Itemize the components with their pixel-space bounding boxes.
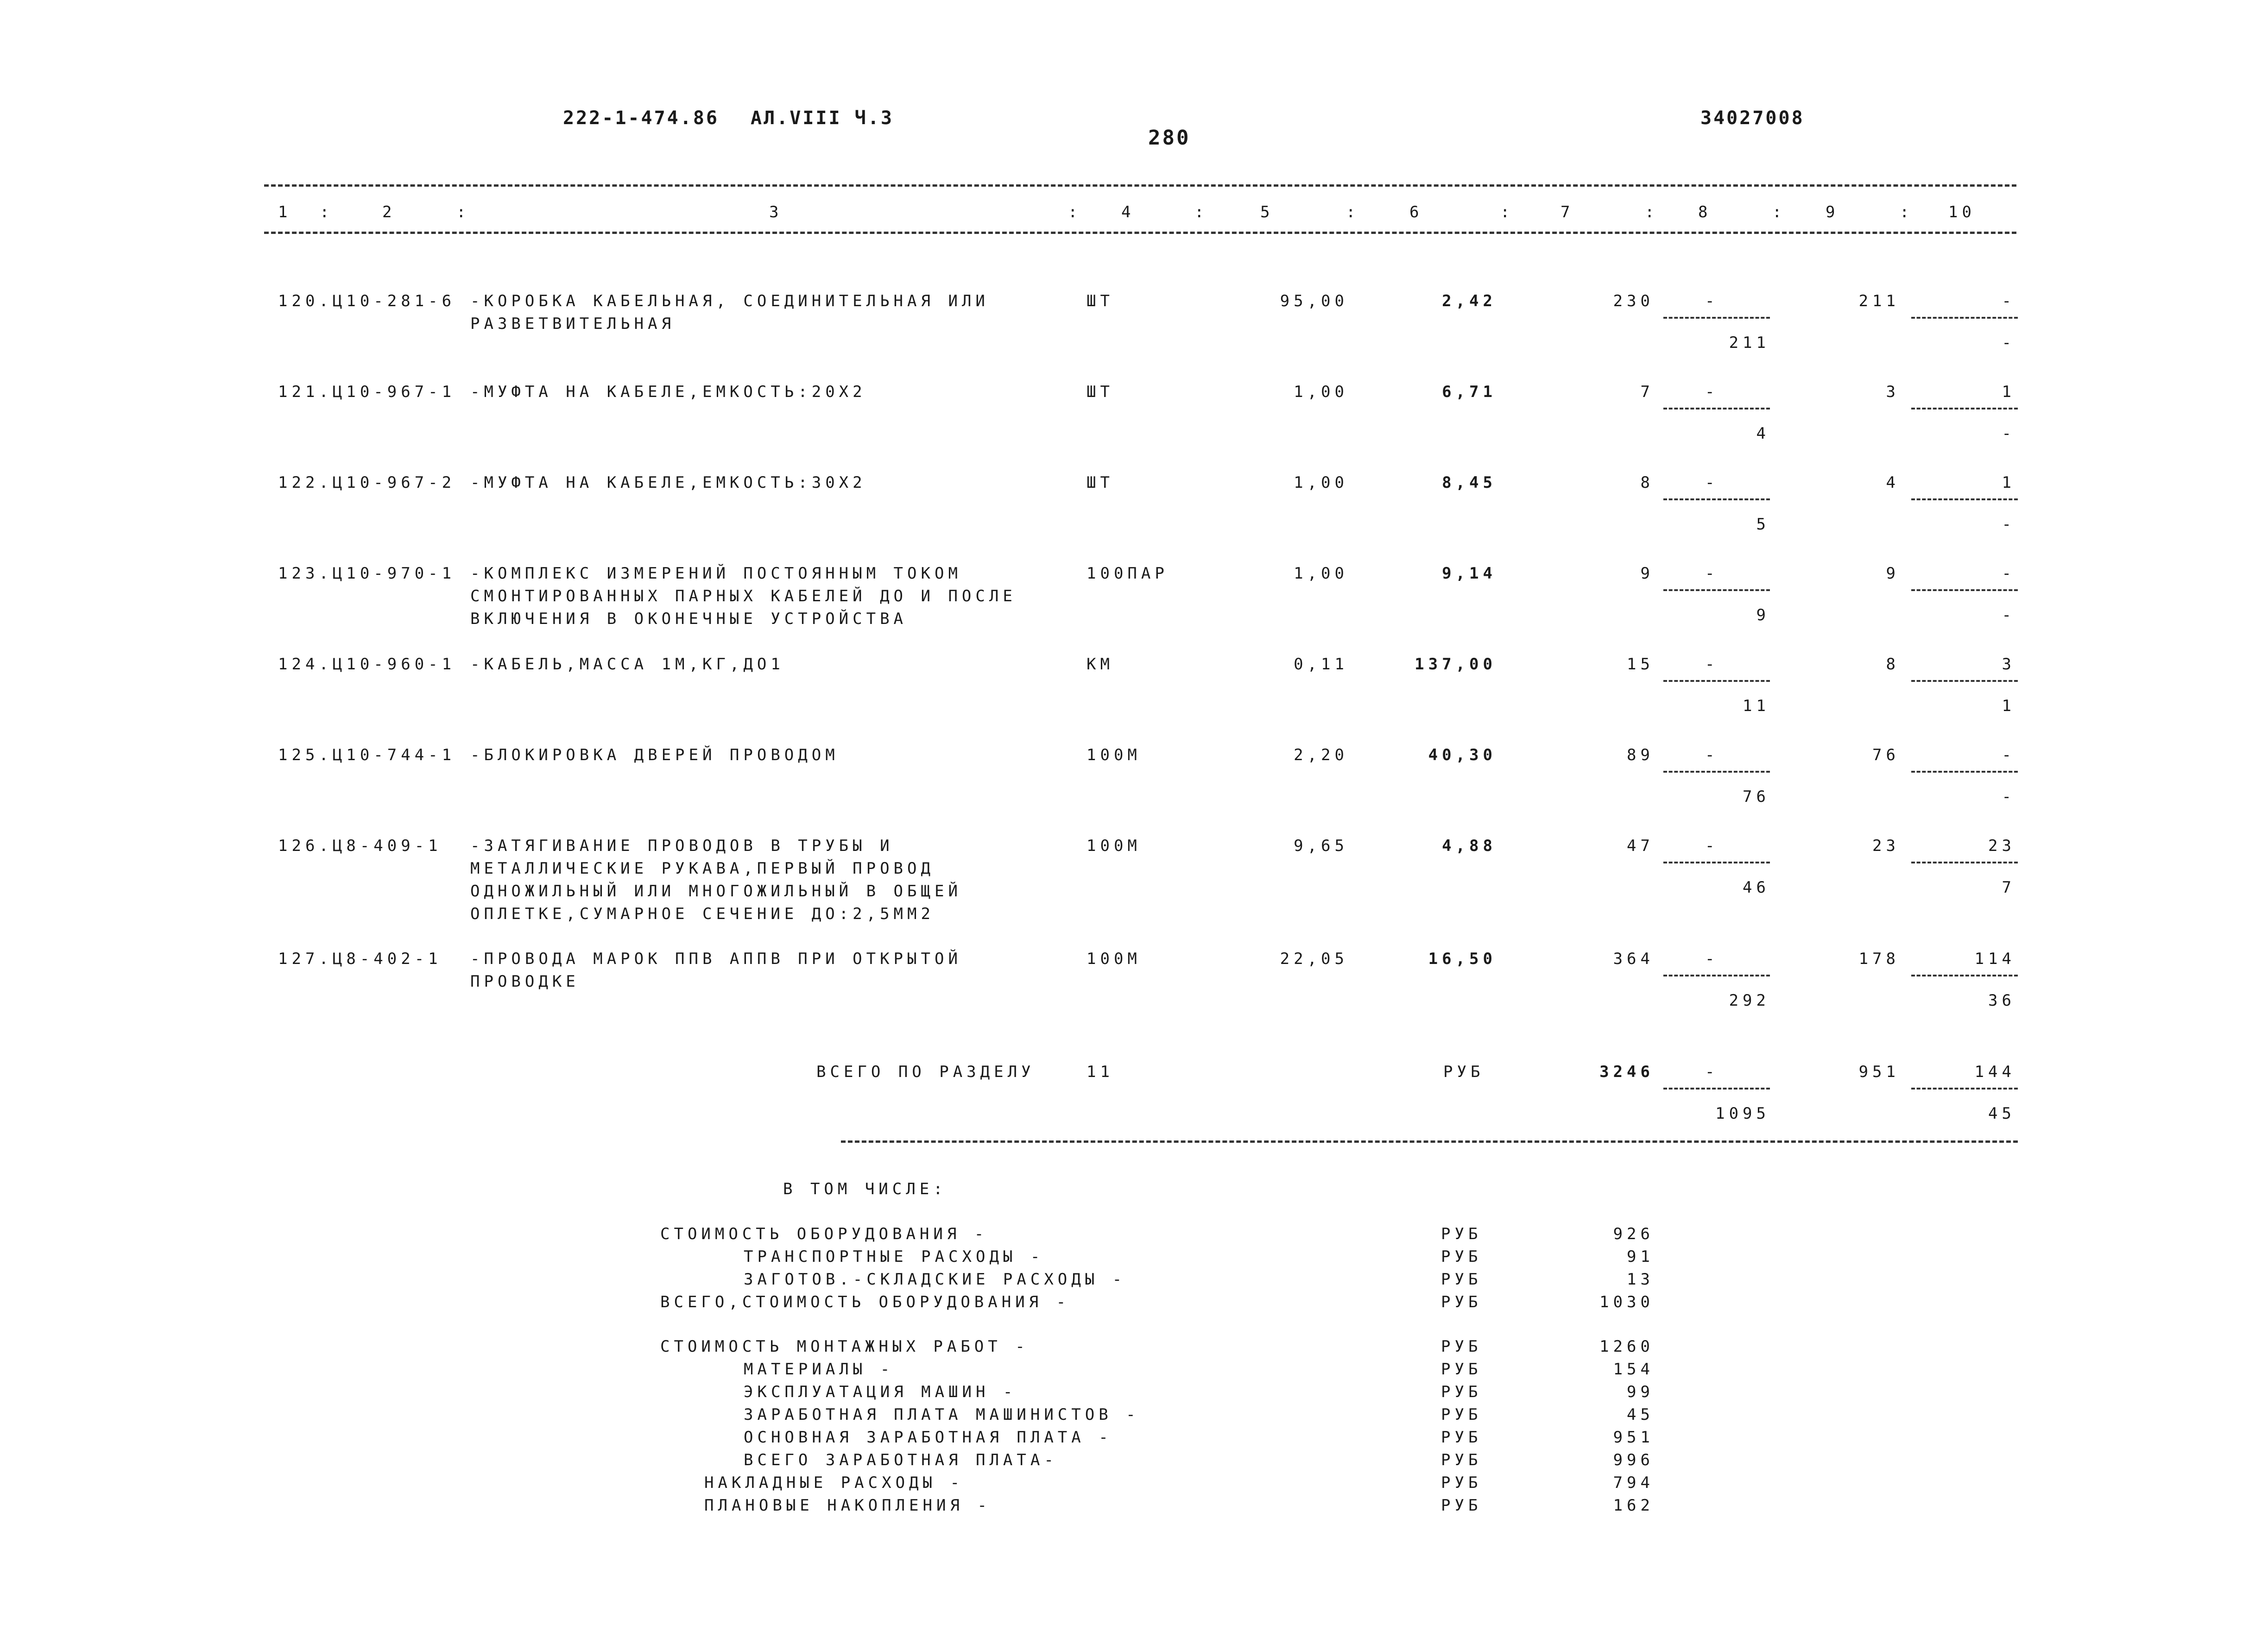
row-col10-top: 114	[1974, 950, 2015, 968]
row-col8-top: -	[1705, 950, 1719, 968]
row-code: 122.Ц10-967-2	[278, 473, 456, 492]
row-name-line: -МУФТА НА КАБЕЛЕ,ЕМКОСТЬ:20X2	[470, 383, 866, 401]
row-code: 123.Ц10-970-1	[278, 564, 456, 583]
summary-unit: РУБ	[1441, 1247, 1482, 1266]
section-end-rule	[841, 1140, 2018, 1143]
row-name-line: СМОНТИРОВАННЫХ ПАРНЫХ КАБЕЛЕЙ ДО И ПОСЛЕ	[470, 587, 1017, 605]
row-unit: 100М	[1087, 746, 1141, 764]
section-total-number: 11	[1087, 1063, 1114, 1081]
row-price: 2,42	[1442, 292, 1497, 310]
row-name-line: ОПЛЕТКЕ,СУМАРНОЕ СЕЧЕНИЕ ДО:2,5ММ2	[470, 905, 935, 923]
column-number: 10	[1948, 203, 1976, 221]
column-number: 4	[1121, 203, 1135, 221]
summary-label: ЗАГОТОВ.-СКЛАДСКИЕ РАСХОДЫ -	[744, 1270, 1126, 1289]
column-separator: :	[1772, 203, 1786, 221]
summary-line	[0, 1494, 2268, 1515]
row-col10-bottom: -	[2002, 334, 2015, 352]
row-col9: 4	[1886, 473, 1900, 492]
row-quantity: 95,00	[1280, 292, 1348, 310]
row-col10-top: -	[2002, 564, 2015, 583]
fraction-line	[1663, 771, 1770, 773]
summary-unit: РУБ	[1441, 1293, 1482, 1311]
summary-line	[0, 1268, 2268, 1289]
document-number: 34027008	[1700, 107, 1805, 129]
row-col10-top: -	[2002, 746, 2015, 764]
row-code: 124.Ц10-960-1	[278, 655, 456, 674]
row-col10-top: 1	[2002, 383, 2015, 401]
row-name-line: -ЗАТЯГИВАНИЕ ПРОВОДОВ В ТРУБЫ И	[470, 837, 894, 855]
summary-value: 794	[1613, 1474, 1654, 1492]
summary-line	[0, 1335, 2268, 1356]
section-total-label: ВСЕГО ПО РАЗДЕЛУ	[816, 1063, 1035, 1081]
row-col8-top: -	[1705, 837, 1719, 855]
summary-unit: РУБ	[1441, 1428, 1482, 1447]
row-name-line: -МУФТА НА КАБЕЛЕ,ЕМКОСТЬ:30X2	[470, 473, 866, 492]
row-col10-bottom: -	[2002, 424, 2015, 443]
summary-label: СТОИМОСТЬ ОБОРУДОВАНИЯ -	[660, 1225, 988, 1243]
column-number: 7	[1560, 203, 1574, 221]
row-name-line: ОДНОЖИЛЬНЫЙ ИЛИ МНОГОЖИЛЬНЫЙ В ОБЩЕЙ	[470, 882, 962, 901]
row-name-line: МЕТАЛЛИЧЕСКИЕ РУКАВА,ПЕРВЫЙ ПРОВОД	[470, 859, 935, 878]
row-col8-bottom: 76	[1743, 787, 1770, 806]
row-col8-bottom: 11	[1743, 697, 1770, 715]
row-col8-bottom: 46	[1743, 878, 1770, 897]
summary-label: СТОИМОСТЬ МОНТАЖНЫХ РАБОТ -	[660, 1337, 1029, 1356]
summary-value: 996	[1613, 1451, 1654, 1469]
row-col8-top: -	[1705, 383, 1719, 401]
section-total-unit: РУБ	[1443, 1063, 1485, 1081]
fraction-line	[1911, 408, 2018, 409]
row-col10-bottom: -	[2002, 515, 2015, 534]
row-col8-top: -	[1705, 292, 1719, 310]
column-separator: :	[1194, 203, 1208, 221]
row-unit: 100М	[1087, 950, 1141, 968]
summary-line	[0, 1426, 2268, 1447]
row-price: 137,00	[1415, 655, 1497, 674]
row-unit: КМ	[1087, 655, 1114, 674]
summary-unit: РУБ	[1441, 1270, 1482, 1289]
row-name-line: -БЛОКИРОВКА ДВЕРЕЙ ПРОВОДОМ	[470, 746, 839, 764]
header-top-rule	[264, 184, 2016, 187]
row-name-line: -ПРОВОДА МАРОК ППВ АППВ ПРИ ОТКРЫТОЙ	[470, 950, 962, 968]
row-price: 6,71	[1442, 383, 1497, 401]
row-col9: 9	[1886, 564, 1900, 583]
section-total-col8-bottom: 1095	[1715, 1104, 1770, 1123]
column-number: 2	[382, 203, 396, 221]
summary-value: 1030	[1599, 1293, 1654, 1311]
summary-value: 45	[1627, 1405, 1654, 1424]
summary-value: 1260	[1599, 1337, 1654, 1356]
column-number: 3	[769, 203, 783, 221]
row-col8-bottom: 4	[1756, 424, 1770, 443]
row-name-line: -КОМПЛЕКС ИЗМЕРЕНИЙ ПОСТОЯННЫМ ТОКОМ	[470, 564, 962, 583]
column-separator: :	[1500, 203, 1514, 221]
column-number: 9	[1826, 203, 1839, 221]
header-bottom-rule	[264, 232, 2016, 234]
row-name-line: -КОРОБКА КАБЕЛЬНАЯ, СОЕДИНИТЕЛЬНАЯ ИЛИ	[470, 292, 989, 310]
row-quantity: 0,11	[1294, 655, 1348, 674]
table-row	[0, 562, 2268, 628]
summary-label: ТРАНСПОРТНЫЕ РАСХОДЫ -	[744, 1247, 1044, 1266]
fraction-line	[1663, 1088, 1770, 1090]
row-quantity: 1,00	[1294, 564, 1348, 583]
section-total-col9: 951	[1858, 1063, 1900, 1081]
fraction-line	[1663, 975, 1770, 976]
summary-label: ОСНОВНАЯ ЗАРАБОТНАЯ ПЛАТА -	[744, 1428, 1112, 1447]
row-col9: 76	[1872, 746, 1900, 764]
summary-value: 162	[1613, 1496, 1654, 1515]
summary-unit: РУБ	[1441, 1474, 1482, 1492]
fraction-line	[1911, 975, 2018, 976]
row-quantity: 9,65	[1294, 837, 1348, 855]
row-total: 7	[1640, 383, 1654, 401]
fraction-line	[1663, 498, 1770, 500]
row-total: 8	[1640, 473, 1654, 492]
fraction-line	[1663, 317, 1770, 319]
row-col10-bottom: 7	[2002, 878, 2015, 897]
row-total: 364	[1613, 950, 1654, 968]
fraction-line	[1663, 589, 1770, 591]
fraction-line	[1663, 680, 1770, 682]
row-unit: ШТ	[1087, 292, 1114, 310]
row-quantity: 1,00	[1294, 473, 1348, 492]
row-unit: ШТ	[1087, 383, 1114, 401]
page-number: 280	[1148, 126, 1191, 150]
summary-label: ВСЕГО,СТОИМОСТЬ ОБОРУДОВАНИЯ -	[660, 1293, 1070, 1311]
row-col10-top: 23	[1988, 837, 2015, 855]
row-col10-top: -	[2002, 292, 2015, 310]
row-col9: 211	[1858, 292, 1900, 310]
summary-unit: РУБ	[1441, 1451, 1482, 1469]
row-price: 9,14	[1442, 564, 1497, 583]
row-quantity: 2,20	[1294, 746, 1348, 764]
summary-line	[0, 1358, 2268, 1379]
column-number: 8	[1698, 203, 1712, 221]
column-number: 5	[1260, 203, 1274, 221]
summary-value: 926	[1613, 1225, 1654, 1243]
row-price: 16,50	[1428, 950, 1497, 968]
row-code: 127.Ц8-402-1	[278, 950, 442, 968]
column-separator: :	[456, 203, 470, 221]
fraction-line	[1911, 1088, 2018, 1090]
row-code: 121.Ц10-967-1	[278, 383, 456, 401]
row-total: 47	[1627, 837, 1654, 855]
summary-label: ЭКСПЛУАТАЦИЯ МАШИН -	[744, 1383, 1017, 1401]
row-price: 8,45	[1442, 473, 1497, 492]
fraction-line	[1911, 680, 2018, 682]
summary-value: 154	[1613, 1360, 1654, 1379]
summary-unit: РУБ	[1441, 1225, 1482, 1243]
row-code: 126.Ц8-409-1	[278, 837, 442, 855]
fraction-line	[1911, 317, 2018, 319]
fraction-line	[1911, 862, 2018, 863]
row-col8-top: -	[1705, 746, 1719, 764]
row-col8-top: -	[1705, 564, 1719, 583]
column-separator: :	[1900, 203, 1914, 221]
column-separator: :	[1645, 203, 1659, 221]
summary-value: 99	[1627, 1383, 1654, 1401]
including-title: В ТОМ ЧИСЛЕ:	[783, 1180, 947, 1198]
section-total-value: 3246	[1599, 1063, 1654, 1081]
summary-value: 951	[1613, 1428, 1654, 1447]
summary-unit: РУБ	[1441, 1383, 1482, 1401]
row-col8-top: -	[1705, 473, 1719, 492]
column-number: 6	[1409, 203, 1423, 221]
column-separator: :	[1346, 203, 1360, 221]
document-code: 222-1-474.86	[563, 107, 719, 129]
summary-label: МАТЕРИАЛЫ -	[744, 1360, 894, 1379]
row-quantity: 22,05	[1280, 950, 1348, 968]
row-col10-top: 3	[2002, 655, 2015, 674]
row-col8-top: -	[1705, 655, 1719, 674]
row-name-line: -КАБЕЛЬ,МАССА 1М,КГ,ДО1	[470, 655, 784, 674]
row-code: 125.Ц10-744-1	[278, 746, 456, 764]
volume-label: АЛ.VIII Ч.3	[751, 107, 894, 129]
row-col9: 3	[1886, 383, 1900, 401]
row-code: 120.Ц10-281-6	[278, 292, 456, 310]
row-col10-top: 1	[2002, 473, 2015, 492]
section-total-col8-top: -	[1705, 1063, 1719, 1081]
row-name-line: ВКЛЮЧЕНИЯ В ОКОНЕЧНЫЕ УСТРОЙСТВА	[470, 610, 908, 628]
row-total: 9	[1640, 564, 1654, 583]
row-col10-bottom: 1	[2002, 697, 2015, 715]
row-col8-bottom: 292	[1729, 991, 1770, 1010]
row-total: 230	[1613, 292, 1654, 310]
row-price: 4,88	[1442, 837, 1497, 855]
row-quantity: 1,00	[1294, 383, 1348, 401]
section-total-col10-bottom: 45	[1988, 1104, 2015, 1123]
summary-unit: РУБ	[1441, 1360, 1482, 1379]
column-number: 1	[278, 203, 292, 221]
row-col10-bottom: -	[2002, 606, 2015, 624]
fraction-line	[1663, 408, 1770, 409]
fraction-line	[1911, 771, 2018, 773]
row-unit: 100ПАР	[1087, 564, 1169, 583]
fraction-line	[1911, 498, 2018, 500]
row-col8-bottom: 211	[1729, 334, 1770, 352]
row-col9: 8	[1886, 655, 1900, 674]
row-total: 15	[1627, 655, 1654, 674]
row-name-line: РАЗВЕТВИТЕЛЬНАЯ	[470, 315, 676, 333]
summary-value: 91	[1627, 1247, 1654, 1266]
column-separator: :	[320, 203, 334, 221]
row-col8-bottom: 9	[1756, 606, 1770, 624]
summary-unit: РУБ	[1441, 1405, 1482, 1424]
row-col8-bottom: 5	[1756, 515, 1770, 534]
section-total-col10-top: 144	[1974, 1063, 2015, 1081]
table-row	[0, 653, 2268, 715]
fraction-line	[1663, 862, 1770, 863]
row-price: 40,30	[1428, 746, 1497, 764]
row-col9: 178	[1858, 950, 1900, 968]
fraction-line	[1911, 589, 2018, 591]
row-col9: 23	[1872, 837, 1900, 855]
row-col10-bottom: -	[2002, 787, 2015, 806]
row-col10-bottom: 36	[1988, 991, 2015, 1010]
summary-label: НАКЛАДНЫЕ РАСХОДЫ -	[704, 1474, 964, 1492]
summary-value: 13	[1627, 1270, 1654, 1289]
row-total: 89	[1627, 746, 1654, 764]
summary-unit: РУБ	[1441, 1496, 1482, 1515]
summary-label: ПЛАНОВЫЕ НАКОПЛЕНИЯ -	[704, 1496, 991, 1515]
row-unit: ШТ	[1087, 473, 1114, 492]
row-name-line: ПРОВОДКЕ	[470, 972, 580, 991]
summary-unit: РУБ	[1441, 1337, 1482, 1356]
column-separator: :	[1068, 203, 1082, 221]
summary-label: ЗАРАБОТНАЯ ПЛАТА МАШИНИСТОВ -	[744, 1405, 1140, 1424]
row-unit: 100М	[1087, 837, 1141, 855]
summary-label: ВСЕГО ЗАРАБОТНАЯ ПЛАТА-	[744, 1451, 1058, 1469]
